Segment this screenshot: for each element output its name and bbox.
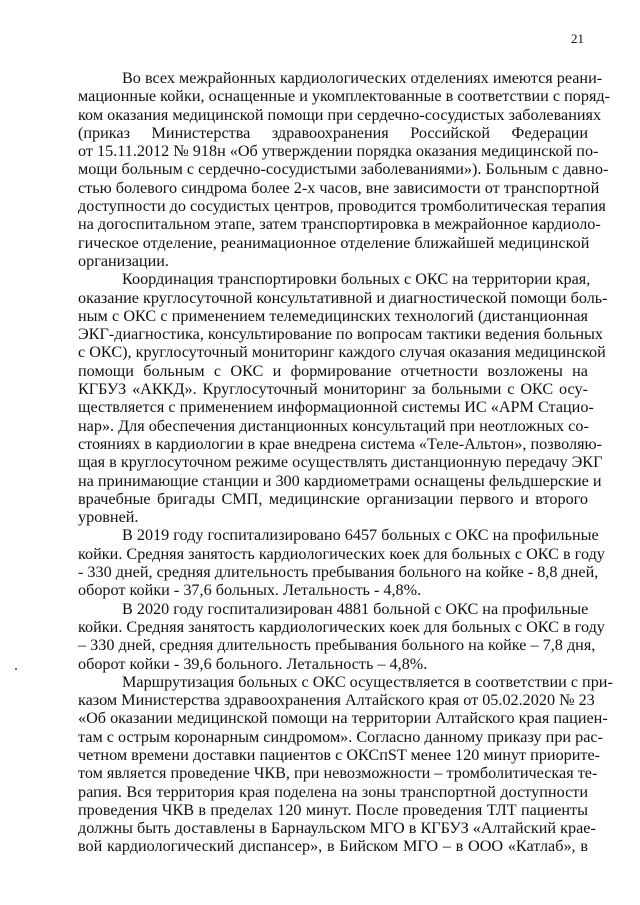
text-line: нар». Для обеспечения дистанционных консультаций при неотложных со-	[78, 416, 589, 435]
text-line: щая в круглосуточном режиме осуществлять дистанционную передачу ЭКГ	[78, 453, 603, 472]
text-line: на принимающие станции и 300 кардиометрами оснащены фельдшерские и	[78, 471, 602, 490]
text-line: стью болевого синдрома более 2-х часов, вне зависимости от транспортной	[78, 178, 600, 197]
text-line: оборот койки - 39,6 больного. Летальность – 4,8%.	[78, 654, 428, 673]
text-line: ным с ОКС с применением телемедицинских технологий (дистанционная	[78, 306, 588, 325]
text-line: ществляется с применением информационной системы ИС «АРМ Стацио-	[78, 398, 594, 417]
text-line: ком оказания медицинской помощи при сердечно-сосудистых заболеваниях	[78, 105, 602, 124]
scan-speck	[15, 668, 17, 670]
text-line: проведения ЧКВ в пределах 120 минут. После проведения ТЛТ пациенты	[78, 800, 588, 819]
text-line: (приказ Министерства здравоохранения Российской Федерации	[78, 123, 588, 142]
text-line: там с острым коронарным синдромом». Согласно данному приказу при рас-	[78, 727, 603, 746]
text-line: ЭКГ-диагностика, консультирование по вопросам тактики ведения больных	[78, 325, 603, 344]
paragraph	[78, 270, 608, 527]
text-line: стояниях в кардиологии в крае внедрена система «Теле-Альтон», позволяю-	[78, 434, 603, 453]
text-line: том является проведение ЧКВ, при невозможности – тромболитическая те-	[78, 764, 598, 783]
text-line: КГБУЗ «АККД». Круглосуточный мониторинг за больными с ОКС осу-	[78, 380, 588, 399]
text-line: койки. Средняя занятость кардиологических коек для больных с ОКС в году	[78, 544, 605, 563]
text-line: В 2019 году госпитализировано 6457 больных с ОКС на профильные	[122, 526, 599, 545]
paragraph	[78, 69, 611, 270]
text-line: помощи больным с ОКС и формирование отчетности возложены на	[78, 361, 588, 380]
text-line: от 15.11.2012 № 918н «Об утверждении порядка оказания медицинской по-	[78, 142, 599, 161]
text-line: - 330 дней, средняя длительность пребывания больного на койке - 8,8 дней,	[78, 563, 599, 582]
text-line: с ОКС), круглосуточный мониторинг каждого случая оказания медицинской	[78, 343, 606, 362]
text-line: доступности до сосудистых центров, проводится тромболитическая терапия	[78, 197, 606, 216]
text-line: на догоспитальном этапе, затем транспортировка в межрайонное кардиоло-	[78, 215, 601, 234]
text-line: уровней.	[78, 508, 139, 527]
paragraph	[78, 599, 605, 673]
text-line: Координация транспортировки больных с ОКС на территории края,	[122, 270, 591, 289]
text-line: рапия. Вся территория края поделена на зоны транспортной доступности	[78, 782, 588, 801]
paragraph	[78, 672, 613, 856]
text-line: Маршрутизация больных с ОКС осуществляется в соответствии с при-	[122, 672, 613, 691]
text-line: Во всех межрайонных кардиологических отделениях имеются реани-	[122, 69, 603, 87]
text-line: должны быть доставлены в Барнаульском МГО в КГБУЗ «Алтайский крае-	[78, 819, 596, 838]
text-line: «Об оказании медицинской помощи на территории Алтайского края пациен-	[78, 709, 608, 728]
document-body	[78, 69, 613, 856]
text-line: организации.	[78, 251, 169, 270]
text-line: койки. Средняя занятость кардиологических коек для больных с ОКС в году	[78, 617, 605, 636]
text-line: В 2020 году госпитализирован 4881 больной с ОКС на профильные	[122, 599, 589, 618]
text-line: оборот койки - 37,6 больных. Летальность - 4,8%.	[78, 581, 422, 600]
text-line: гическое отделение, реанимационное отделение ближайшей медицинской	[78, 233, 590, 252]
text-line: мощи больным с сердечно-сосудистыми заболеваниями»). Больным с давно-	[78, 160, 609, 179]
text-line: вой кардиологический диспансер», в Бийском МГО – в ООО «Катлаб», в	[78, 837, 588, 856]
text-line: мационные койки, оснащенные и укомплектованные в соответствии с поряд-	[78, 87, 611, 106]
text-line: оказание круглосуточной консультативной и диагностической помощи боль-	[78, 288, 608, 307]
text-line: четном времени доставки пациентов с ОКСпST менее 120 минут приорите-	[78, 745, 601, 764]
paragraph	[78, 526, 605, 600]
page-number: 21	[571, 31, 584, 46]
text-line: – 330 дней, средняя длительность пребывания больного на койке – 7,8 дня,	[78, 636, 596, 655]
text-line: казом Министерства здравоохранения Алтайского края от 05.02.2020 № 23	[78, 691, 595, 710]
text-line: врачебные бригады СМП, медицинские организации первого и второго	[78, 489, 588, 508]
